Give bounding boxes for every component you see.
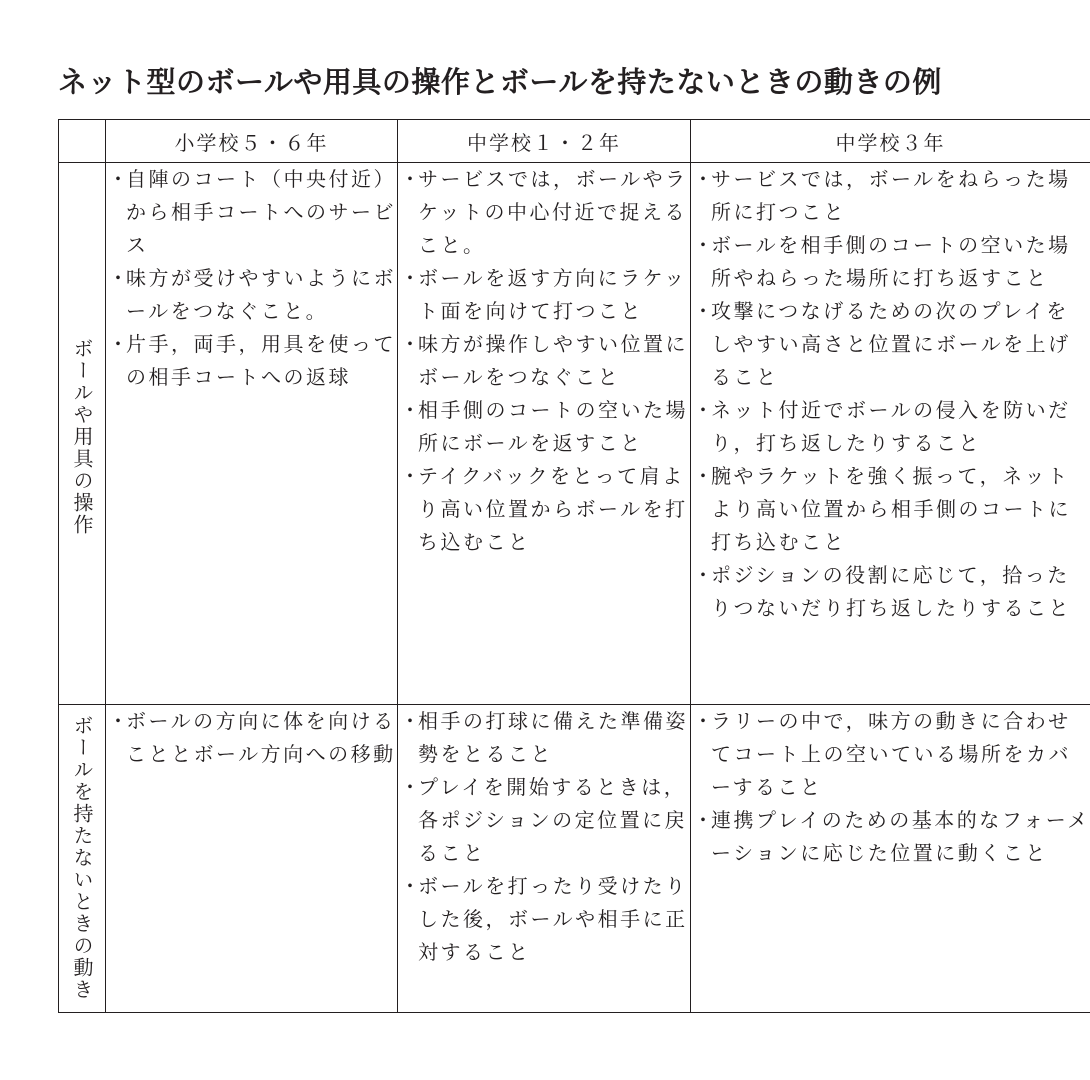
bullet-icon: ・ xyxy=(400,332,423,356)
list-item xyxy=(398,460,690,559)
item-text: 味方が操作しやすい位置にボールをつなぐこと xyxy=(418,332,688,389)
bullet-icon: ・ xyxy=(400,874,423,898)
list-item xyxy=(106,262,397,328)
list-item xyxy=(106,163,397,262)
cell-off-ball-elem56 xyxy=(106,705,398,1013)
column-header-elementary-5-6: 小学校５・６年 xyxy=(106,120,398,163)
item-text: サービスでは，ボールやラケットの中心付近で捉えること。 xyxy=(418,167,688,257)
bullet-icon: ・ xyxy=(108,332,131,356)
item-text: プレイを開始するときは，各ポジションの定位置に戻ること xyxy=(418,775,688,865)
bullet-list xyxy=(398,163,690,559)
item-text: サービスでは，ボールをねらった場所に打つこと xyxy=(711,167,1071,224)
item-text: 連携プレイのための基本的なフォーメーションに応じた位置に動くこと xyxy=(711,808,1090,865)
page-title: ネット型のボールや用具の操作とボールを持たないときの動きの例 xyxy=(58,65,942,99)
item-text: 味方が受けやすいようにボールをつなぐこと。 xyxy=(126,266,396,323)
list-item xyxy=(106,328,397,394)
bullet-icon: ・ xyxy=(108,167,131,191)
bullet-icon: ・ xyxy=(400,398,423,422)
corner-cell xyxy=(59,120,106,163)
bullet-icon: ・ xyxy=(693,563,716,587)
item-text: ボールを打ったり受けたりした後，ボールや相手に正対すること xyxy=(418,874,688,964)
row-label: ボールや用具の操作 xyxy=(70,337,94,536)
item-text: ネット付近でボールの侵入を防いだり，打ち返したりすること xyxy=(711,398,1071,455)
list-item xyxy=(398,870,690,969)
row-header-ball-handling xyxy=(59,163,106,705)
list-item xyxy=(398,328,690,394)
bullet-icon: ・ xyxy=(108,709,131,733)
list-item xyxy=(398,705,690,771)
list-item xyxy=(398,394,690,460)
list-item xyxy=(398,262,690,328)
bullet-icon: ・ xyxy=(400,775,423,799)
bullet-list xyxy=(106,163,397,394)
header-row xyxy=(59,120,1090,163)
list-item xyxy=(691,163,1090,229)
bullet-list xyxy=(691,163,1090,625)
item-text: 腕やラケットを強く振って，ネットより高い位置から相手側のコートに打ち込むこと xyxy=(711,464,1071,554)
bullet-icon: ・ xyxy=(400,167,423,191)
item-text: ボールを返す方向にラケット面を向けて打つこと xyxy=(418,266,687,323)
item-text: ラリーの中で，味方の動きに合わせてコート上の空いている場所をカバーすること xyxy=(711,709,1071,799)
list-item xyxy=(691,559,1090,625)
cell-ball-handling-jh3 xyxy=(691,163,1090,705)
list-item xyxy=(691,460,1090,559)
item-text: 片手，両手，用具を使っての相手コートへの返球 xyxy=(126,332,396,389)
list-item xyxy=(691,705,1090,804)
bullet-icon: ・ xyxy=(693,398,716,422)
bullet-icon: ・ xyxy=(693,233,716,257)
list-item xyxy=(691,804,1090,870)
bullet-icon: ・ xyxy=(108,266,131,290)
row-label: ボールを持たないときの動き xyxy=(70,715,94,1001)
row-header-off-ball-movement xyxy=(59,705,106,1013)
bullet-icon: ・ xyxy=(693,808,716,832)
item-text: 相手側のコートの空いた場所にボールを返すこと xyxy=(418,398,688,455)
column-header-junior-high-3: 中学校３年 xyxy=(691,120,1090,163)
cell-ball-handling-elem56 xyxy=(106,163,398,705)
bullet-list xyxy=(106,705,397,771)
bullet-icon: ・ xyxy=(400,266,423,290)
list-item xyxy=(691,394,1090,460)
list-item xyxy=(398,163,690,262)
bullet-icon: ・ xyxy=(693,167,716,191)
row-off-ball-movement xyxy=(59,705,1090,1013)
item-text: ボールを相手側のコートの空いた場所やねらった場所に打ち返すこと xyxy=(711,233,1071,290)
list-item xyxy=(691,295,1090,394)
list-item xyxy=(691,229,1090,295)
cell-ball-handling-jh12 xyxy=(398,163,691,705)
bullet-icon: ・ xyxy=(400,709,423,733)
list-item xyxy=(106,705,397,771)
bullet-list xyxy=(691,705,1090,870)
item-text: 自陣のコート（中央付近）から相手コートへのサービス xyxy=(126,167,396,257)
row-ball-handling xyxy=(59,163,1090,705)
list-item xyxy=(398,771,690,870)
bullet-icon: ・ xyxy=(693,299,716,323)
column-header-junior-high-1-2: 中学校１・２年 xyxy=(398,120,691,163)
bullet-icon: ・ xyxy=(693,464,716,488)
bullet-icon: ・ xyxy=(693,709,716,733)
item-text: 攻撃につなげるための次のプレイをしやすい高さと位置にボールを上げること xyxy=(711,299,1071,389)
bullet-icon: ・ xyxy=(400,464,423,488)
item-text: 相手の打球に備えた準備姿勢をとること xyxy=(418,709,688,766)
item-text: テイクバックをとって肩より高い位置からボールを打ち込むこと xyxy=(418,464,688,554)
activity-table xyxy=(58,119,1090,1013)
item-text: ポジションの役割に応じて，拾ったりつないだり打ち返したりすること xyxy=(711,563,1071,620)
item-text: ボールの方向に体を向けることとボール方向への移動 xyxy=(126,709,396,766)
cell-off-ball-jh12 xyxy=(398,705,691,1013)
cell-off-ball-jh3 xyxy=(691,705,1090,1013)
bullet-list xyxy=(398,705,690,969)
